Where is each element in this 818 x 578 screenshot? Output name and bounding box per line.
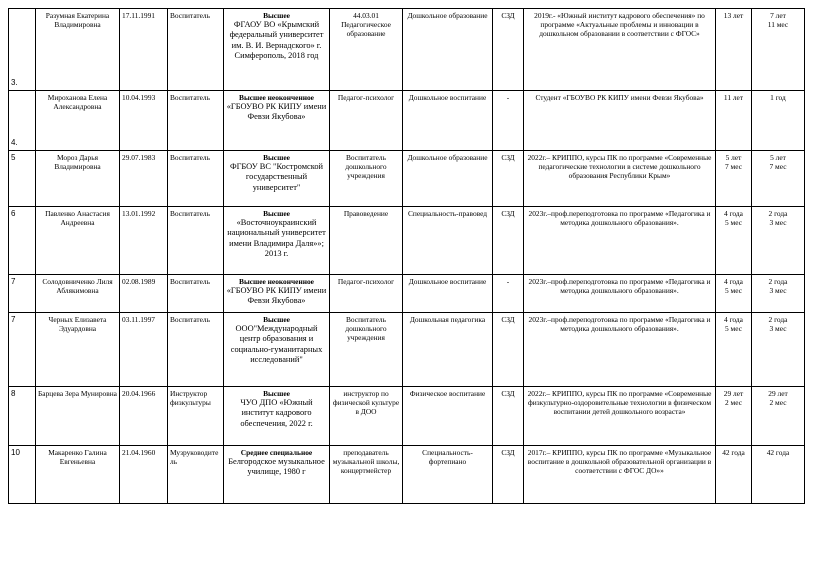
education-level: Высшее: [263, 11, 290, 20]
education-level: Среднее специальное: [240, 448, 313, 457]
training: 2022г.– КРИППО, курсы ПК по программе «Современные педагогические технологии в системе дошкольного образования Республики Крым»: [524, 151, 716, 207]
experience-value: 2 мес: [725, 398, 742, 408]
education: [224, 446, 330, 504]
row-number: 5: [9, 151, 36, 207]
pedagogical-experience: [716, 446, 752, 504]
qualification: Дошкольное воспитание: [403, 91, 493, 151]
total-experience: [752, 207, 805, 275]
row-number: 10: [9, 446, 36, 504]
education-level: Высшее: [263, 209, 290, 218]
table-row: [9, 275, 805, 313]
pedagogical-experience: [716, 275, 752, 313]
position: Воспитатель: [168, 207, 224, 275]
birth-date: 21.04.1960: [120, 446, 168, 504]
pedagogical-experience: [716, 387, 752, 446]
experience-value: 7 мес: [725, 162, 742, 172]
employee-name: Макаренко Галина Евгеньевна: [36, 446, 120, 504]
experience-value: 5 лет: [770, 153, 786, 162]
qualification: Специальность-фортепиано: [403, 446, 493, 504]
experience-value: 4 года: [724, 277, 743, 286]
experience-value: 3 мес: [769, 218, 787, 228]
staff-table: [8, 8, 805, 504]
position: Воспитатель: [168, 275, 224, 313]
experience-value: 2 года: [768, 315, 788, 324]
specialty: Воспитатель дошкольного учреждения: [330, 313, 403, 387]
experience-value: 3 мес: [769, 286, 787, 296]
education: [224, 207, 330, 275]
qualification: Специальность-правовед: [403, 207, 493, 275]
experience-value: 5 лет: [725, 153, 742, 162]
table-row: [9, 387, 805, 446]
experience-value: 1 год: [770, 93, 786, 102]
total-experience: [752, 151, 805, 207]
experience-value: 5 мес: [725, 286, 742, 296]
experience-value: 3 мес: [769, 324, 787, 334]
category: СЗД: [493, 313, 524, 387]
training: 2022г.– КРИППО, курсы ПК по программе «Современные физкультурно-оздоровительные технологии в физическом воспитании детей дошкольного возраста»: [524, 387, 716, 446]
position: Воспитатель: [168, 313, 224, 387]
education-institution: «Восточноукраинский национальный университет имени Владимира Даля»»; 2013 г.: [227, 218, 326, 258]
employee-name: Солодовниченко Лиля Аблякимовна: [36, 275, 120, 313]
education-level: Высшее: [263, 153, 290, 162]
education-level: Высшее: [263, 389, 290, 398]
total-experience: [752, 9, 805, 91]
experience-value: 29 лет: [768, 389, 788, 398]
category: -: [493, 91, 524, 151]
specialty: Педагог-психолог: [330, 91, 403, 151]
total-experience: [752, 275, 805, 313]
experience-value: 13 лет: [723, 11, 744, 20]
pedagogical-experience: [716, 151, 752, 207]
specialty: инструктор по физической культуре в ДОО: [330, 387, 403, 446]
experience-value: 11 мес: [767, 20, 789, 30]
row-number: 7: [9, 275, 36, 313]
qualification: Дошкольное образование: [403, 9, 493, 91]
birth-date: 13.01.1992: [120, 207, 168, 275]
experience-value: 2 года: [768, 277, 788, 286]
education: [224, 151, 330, 207]
row-number: 7: [9, 313, 36, 387]
experience-value: 2 мес: [769, 398, 787, 408]
position: Инструктор физкультуры: [168, 387, 224, 446]
specialty: Воспитатель дошкольного учреждения: [330, 151, 403, 207]
table-row: [9, 9, 805, 91]
experience-value: 42 года: [766, 448, 790, 457]
total-experience: [752, 446, 805, 504]
birth-date: 20.04.1966: [120, 387, 168, 446]
category: СЗД: [493, 9, 524, 91]
employee-name: Мороз Дарья Владимировна: [36, 151, 120, 207]
training: 2023г.–проф.переподготовка по программе «Педагогика и методика дошкольного образования».: [524, 207, 716, 275]
education-level: Высшее: [263, 315, 290, 324]
birth-date: 03.11.1997: [120, 313, 168, 387]
education: [224, 313, 330, 387]
education-level: Высшее неоконченное: [239, 93, 314, 102]
birth-date: 17.11.1991: [120, 9, 168, 91]
pedagogical-experience: [716, 91, 752, 151]
category: -: [493, 275, 524, 313]
education-level: Высшее неоконченное: [239, 277, 314, 286]
position: Воспитатель: [168, 151, 224, 207]
table-row: [9, 313, 805, 387]
qualification: Дошкольное образование: [403, 151, 493, 207]
education-institution: «ГБОУВО РК КИПУ имени Февзи Якубова»: [226, 286, 327, 306]
position: Воспитатель: [168, 9, 224, 91]
employee-name: Барцева Зера Мунировна: [36, 387, 120, 446]
training: 2017г.– КРИППО, курсы ПК по программе «Музыкальное воспитание в дошкольной образовательной организации в соответствии с ФГОС ДО»»: [524, 446, 716, 504]
table-row: [9, 91, 805, 151]
education-institution: ООО"Международный центр образования и социально-гуманитарных исследований": [230, 324, 323, 364]
training: 2023г.–проф.переподготовка по программе «Педагогика и методика дошкольного образования».: [524, 275, 716, 313]
birth-date: 02.08.1989: [120, 275, 168, 313]
experience-value: 29 лет: [723, 389, 744, 398]
employee-name: Мироханова Елена Александровна: [36, 91, 120, 151]
education: [224, 91, 330, 151]
education-institution: Белгородское музыкальное училище, 1980 г: [228, 457, 325, 477]
education-institution: ЧУО ДПО «Южный институт кадрового обеспечения, 2022 г.: [240, 398, 313, 428]
experience-value: 5 мес: [725, 218, 742, 228]
pedagogical-experience: [716, 207, 752, 275]
category: СЗД: [493, 446, 524, 504]
total-experience: [752, 91, 805, 151]
pedagogical-experience: [716, 9, 752, 91]
total-experience: [752, 313, 805, 387]
experience-value: 5 мес: [725, 324, 742, 334]
experience-value: 4 года: [724, 315, 743, 324]
experience-value: 4 года: [724, 209, 743, 218]
employee-name: Черных Елизавета Эдуардовна: [36, 313, 120, 387]
experience-value: 7 мес: [769, 162, 787, 172]
row-number: 4.: [9, 91, 36, 151]
education-institution: ФГБОУ ВС "Костромской государственный университет": [229, 162, 324, 192]
specialty: Педагог-психолог: [330, 275, 403, 313]
training: Студент «ГБОУВО РК КИПУ имени Февзи Якубова»: [524, 91, 716, 151]
category: СЗД: [493, 151, 524, 207]
education: [224, 275, 330, 313]
education: [224, 9, 330, 91]
training: 2019г.- «Южный институт кадрового обеспечения» по программе «Актуальные проблемы и инновации в дошкольном образовании в соответствии с ФГОС»: [524, 9, 716, 91]
row-number: 3.: [9, 9, 36, 91]
training: 2023г.–проф.переподготовка по программе «Педагогика и методика дошкольного образования».: [524, 313, 716, 387]
employee-name: Разумная Екатерина Владимировна: [36, 9, 120, 91]
education-institution: ФГАОУ ВО «Крымский федеральный университет им. В. И. Вернадского» г. Симферополь, 2018 год: [229, 20, 324, 60]
qualification: Дошкольное воспитание: [403, 275, 493, 313]
table-row: [9, 446, 805, 504]
category: СЗД: [493, 207, 524, 275]
experience-value: 2 года: [768, 209, 788, 218]
qualification: Дошкольная педагогика: [403, 313, 493, 387]
pedagogical-experience: [716, 313, 752, 387]
total-experience: [752, 387, 805, 446]
category: СЗД: [493, 387, 524, 446]
position: Музруководитель: [168, 446, 224, 504]
specialty: преподаватель музыкальной школы, концертмейстер: [330, 446, 403, 504]
qualification: Физическое воспитание: [403, 387, 493, 446]
experience-value: 42 года: [722, 448, 745, 457]
position: Воспитатель: [168, 91, 224, 151]
row-number: 8: [9, 387, 36, 446]
specialty: Правоведение: [330, 207, 403, 275]
education: [224, 387, 330, 446]
table-row: [9, 151, 805, 207]
table-row: [9, 207, 805, 275]
specialty: 44.03.01 Педагогическое образование: [330, 9, 403, 91]
birth-date: 29.07.1983: [120, 151, 168, 207]
experience-value: 11 лет: [723, 93, 744, 102]
experience-value: 7 лет: [770, 11, 786, 20]
education-institution: «ГБОУВО РК КИПУ имени Февзи Якубова»: [226, 102, 327, 122]
row-number: 6: [9, 207, 36, 275]
employee-name: Павленко Анастасия Андреевна: [36, 207, 120, 275]
birth-date: 10.04.1993: [120, 91, 168, 151]
